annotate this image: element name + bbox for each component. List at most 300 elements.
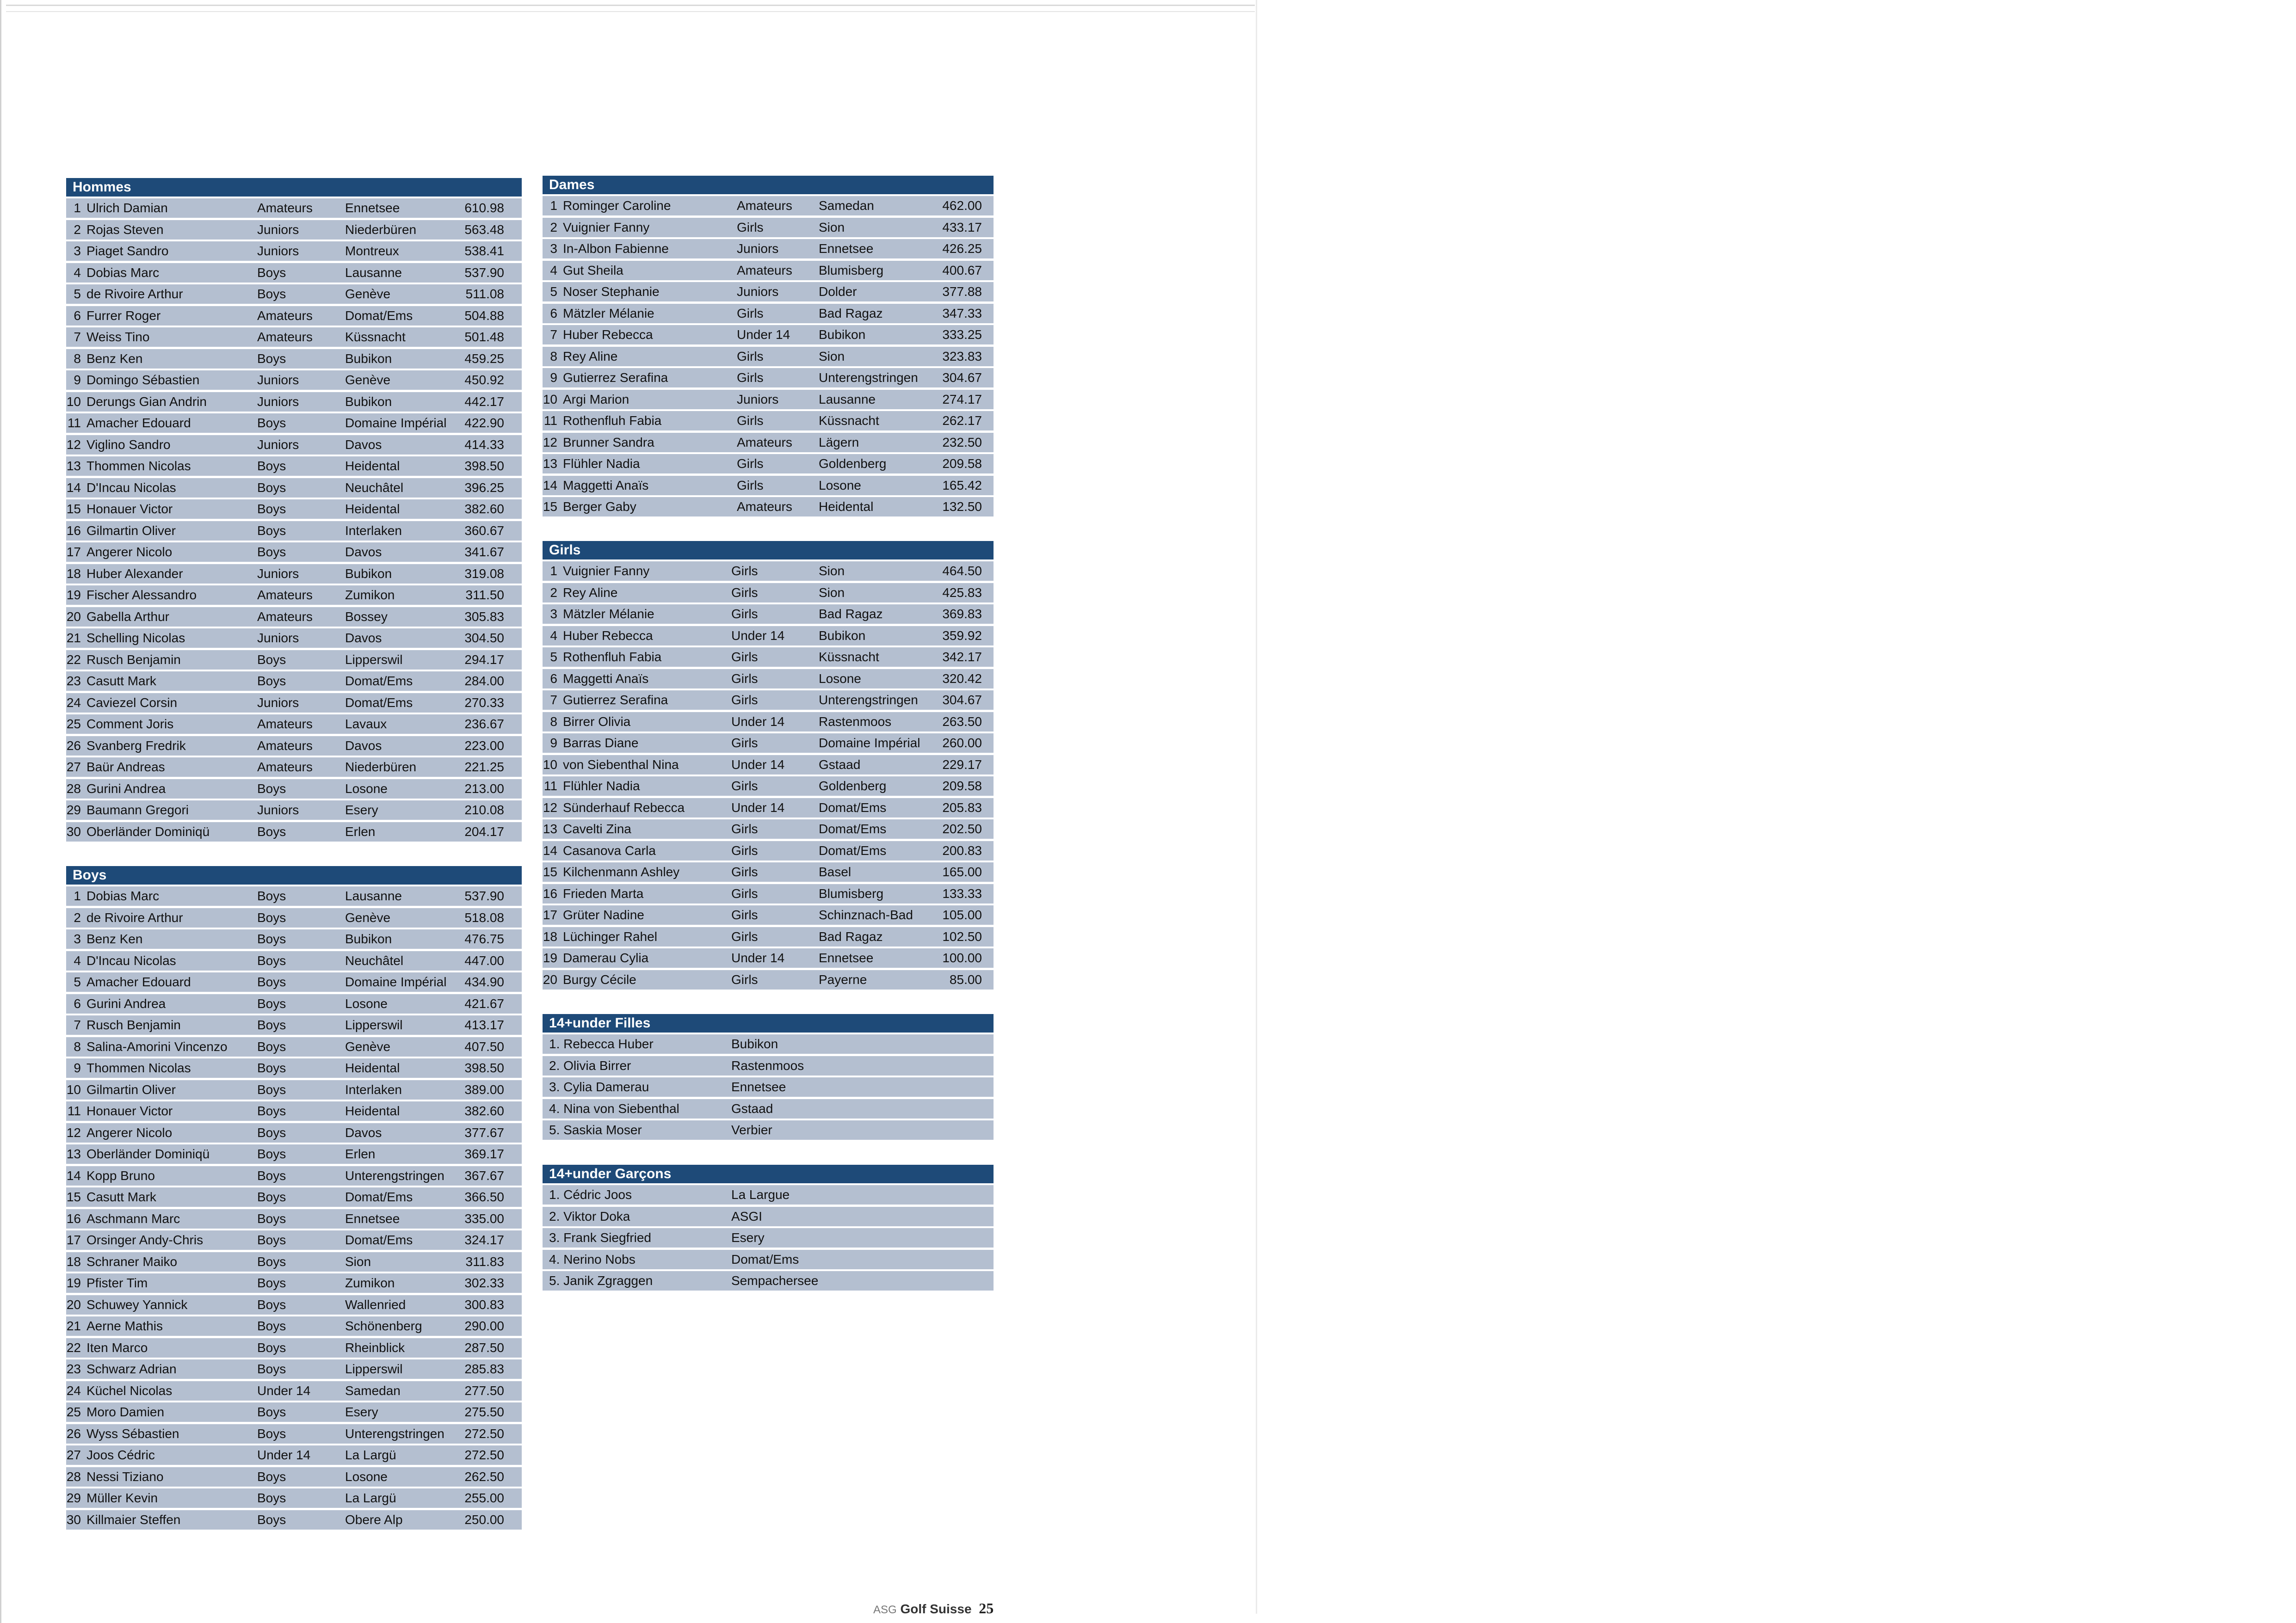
cell-rank: 11 bbox=[543, 413, 557, 428]
cell-pts: 255.00 bbox=[464, 1491, 504, 1505]
cell-cat: Girls bbox=[731, 843, 758, 858]
cell-name: Müller Kevin bbox=[86, 1491, 158, 1505]
cell-name: 3. Cylia Damerau bbox=[549, 1080, 649, 1094]
cell-cat: Boys bbox=[257, 1082, 286, 1097]
cell-pts: 311.50 bbox=[465, 588, 504, 602]
cell-name: Kilchenmann Ashley bbox=[563, 865, 680, 879]
table-row bbox=[543, 626, 994, 646]
cell-name: de Rivoire Arthur bbox=[86, 910, 183, 925]
cell-club: Bubikon bbox=[819, 327, 866, 342]
cell-cat: Juniors bbox=[737, 392, 779, 406]
cell-club: Samedan bbox=[819, 198, 874, 213]
cell-club: Ennetsee bbox=[819, 241, 874, 256]
table-row bbox=[543, 239, 994, 258]
cell-club: Bad Ragaz bbox=[819, 929, 883, 944]
table-row bbox=[66, 1402, 522, 1422]
cell-cat: Amateurs bbox=[257, 201, 313, 215]
cell-rank: 9 bbox=[550, 736, 557, 750]
cell-rank: 3 bbox=[550, 607, 557, 621]
cell-pts: 400.67 bbox=[942, 263, 982, 277]
cell-rank: 5 bbox=[550, 284, 557, 299]
cell-rank: 17 bbox=[66, 1233, 81, 1247]
table-u14-filles bbox=[543, 1014, 994, 1142]
table-title: 14+under Garçons bbox=[543, 1165, 994, 1183]
cell-rank: 12 bbox=[66, 1125, 81, 1140]
cell-rank: 18 bbox=[66, 566, 81, 581]
cell-club: La Largue bbox=[731, 1187, 790, 1202]
cell-cat: Juniors bbox=[257, 222, 299, 237]
cell-cat: Boys bbox=[257, 1190, 286, 1204]
cell-pts: 382.60 bbox=[464, 1104, 504, 1118]
table-title: Boys bbox=[66, 866, 522, 885]
cell-cat: Boys bbox=[257, 1469, 286, 1484]
cell-cat: Boys bbox=[257, 1104, 286, 1118]
table-row bbox=[543, 669, 994, 689]
cell-club: Heidental bbox=[345, 1104, 400, 1118]
cell-cat: Boys bbox=[257, 1039, 286, 1054]
cell-club: Genève bbox=[345, 1039, 391, 1054]
cell-rank: 2 bbox=[74, 222, 81, 237]
cell-club: Domat/Ems bbox=[345, 1233, 413, 1247]
cell-rank: 10 bbox=[66, 1082, 81, 1097]
cell-rank: 12 bbox=[66, 437, 81, 452]
cell-rank: 10 bbox=[543, 757, 557, 772]
cell-cat: Girls bbox=[731, 650, 758, 664]
top-rule bbox=[6, 5, 1255, 6]
cell-rank: 13 bbox=[66, 1147, 81, 1161]
cell-rank: 5 bbox=[550, 650, 557, 664]
cell-cat: Boys bbox=[257, 1491, 286, 1505]
cell-rank: 15 bbox=[66, 1190, 81, 1204]
cell-rank: 27 bbox=[66, 760, 81, 774]
cell-rank: 1 bbox=[550, 198, 557, 213]
cell-cat: Boys bbox=[257, 523, 286, 538]
cell-cat: Boys bbox=[257, 1147, 286, 1161]
cell-rank: 6 bbox=[74, 996, 81, 1011]
cell-club: Esery bbox=[345, 1405, 378, 1419]
cell-pts: 209.58 bbox=[942, 779, 982, 793]
table-u14-garcons bbox=[543, 1165, 994, 1293]
table-row bbox=[543, 647, 994, 667]
cell-rank: 16 bbox=[543, 886, 557, 901]
cell-name: Iten Marco bbox=[86, 1340, 148, 1355]
cell-cat: Boys bbox=[257, 1319, 286, 1333]
cell-name: 1. Cédric Joos bbox=[549, 1187, 632, 1202]
cell-pts: 285.83 bbox=[464, 1362, 504, 1376]
cell-name: Küchel Nicolas bbox=[86, 1383, 173, 1398]
cell-name: D'Incau Nicolas bbox=[86, 953, 176, 968]
table-row bbox=[66, 1209, 522, 1229]
cell-name: Huber Rebecca bbox=[563, 327, 653, 342]
cell-rank: 14 bbox=[66, 1168, 81, 1183]
cell-name: Berger Gaby bbox=[563, 499, 636, 514]
table-row bbox=[543, 712, 994, 732]
cell-pts: 359.92 bbox=[942, 628, 982, 643]
cell-club: Goldenberg bbox=[819, 779, 887, 793]
cell-cat: Juniors bbox=[257, 695, 299, 710]
cell-name: Noser Stephanie bbox=[563, 284, 660, 299]
table-row bbox=[66, 1123, 522, 1143]
cell-name: Killmaier Steffen bbox=[86, 1512, 181, 1527]
cell-cat: Boys bbox=[257, 416, 286, 430]
table-row bbox=[543, 776, 994, 796]
table-row bbox=[66, 1015, 522, 1035]
footer-brand: ASG bbox=[873, 1604, 897, 1616]
cell-club: Schinznach-Bad bbox=[819, 908, 913, 922]
cell-club: Domaine Impérial bbox=[345, 416, 447, 430]
table-hommes bbox=[66, 178, 522, 843]
cell-cat: Girls bbox=[737, 413, 764, 428]
table-row bbox=[66, 220, 522, 240]
cell-name: Sünderhauf Rebecca bbox=[563, 800, 685, 815]
table-row bbox=[66, 757, 522, 777]
cell-name: Joos Cédric bbox=[86, 1448, 155, 1462]
table-row bbox=[543, 604, 994, 624]
table-row bbox=[543, 755, 994, 775]
cell-rank: 6 bbox=[74, 308, 81, 323]
cell-club: Lausanne bbox=[345, 889, 402, 903]
cell-pts: 433.17 bbox=[942, 220, 982, 234]
cell-rank: 1 bbox=[550, 564, 557, 578]
cell-pts: 85.00 bbox=[949, 972, 982, 987]
cell-rank: 11 bbox=[67, 1104, 81, 1118]
table-row bbox=[543, 196, 994, 215]
table-row bbox=[66, 499, 522, 519]
cell-rank: 8 bbox=[74, 1039, 81, 1054]
cell-rank: 21 bbox=[66, 1319, 81, 1333]
cell-cat: Under 14 bbox=[257, 1383, 311, 1398]
cell-cat: Boys bbox=[257, 910, 286, 925]
cell-rank: 3 bbox=[74, 244, 81, 258]
cell-rank: 21 bbox=[66, 631, 81, 645]
table-row bbox=[66, 564, 522, 584]
cell-rank: 8 bbox=[74, 351, 81, 366]
table-row bbox=[66, 284, 522, 304]
cell-cat: Boys bbox=[257, 545, 286, 559]
cell-pts: 263.50 bbox=[942, 714, 982, 729]
cell-cat: Under 14 bbox=[731, 800, 785, 815]
cell-cat: Boys bbox=[257, 953, 286, 968]
table-row bbox=[66, 714, 522, 734]
table-row bbox=[543, 390, 994, 409]
cell-pts: 501.48 bbox=[464, 330, 504, 344]
cell-cat: Girls bbox=[731, 972, 758, 987]
cell-pts: 302.33 bbox=[464, 1276, 504, 1290]
cell-pts: 464.50 bbox=[942, 564, 982, 578]
cell-name: 4. Nina von Siebenthal bbox=[549, 1101, 679, 1116]
table-row bbox=[543, 884, 994, 904]
cell-rank: 2 bbox=[74, 910, 81, 925]
cell-club: Neuchâtel bbox=[345, 480, 404, 495]
cell-name: Gut Sheila bbox=[563, 263, 623, 277]
cell-club: Bubikon bbox=[819, 628, 866, 643]
cell-rank: 17 bbox=[66, 545, 81, 559]
cell-club: Unterengstringen bbox=[819, 693, 918, 707]
cell-club: Bubikon bbox=[731, 1037, 778, 1051]
cell-cat: Girls bbox=[731, 886, 758, 901]
cell-name: Dobias Marc bbox=[86, 889, 160, 903]
cell-cat: Boys bbox=[257, 1276, 286, 1290]
cell-rank: 30 bbox=[66, 1512, 81, 1527]
cell-club: Schönenberg bbox=[345, 1319, 422, 1333]
cell-name: Mätzler Mélanie bbox=[563, 607, 654, 621]
cell-name: Angerer Nicolo bbox=[86, 1125, 173, 1140]
cell-pts: 229.17 bbox=[942, 757, 982, 772]
cell-rank: 4 bbox=[550, 628, 557, 643]
cell-name: Comment Joris bbox=[86, 717, 174, 731]
cell-cat: Boys bbox=[257, 975, 286, 989]
cell-name: Damerau Cylia bbox=[563, 951, 649, 965]
cell-name: Schuwey Yannick bbox=[86, 1297, 188, 1312]
cell-pts: 165.00 bbox=[942, 865, 982, 879]
cell-cat: Boys bbox=[257, 996, 286, 1011]
cell-cat: Amateurs bbox=[737, 263, 792, 277]
table-row bbox=[543, 1099, 994, 1119]
table-row bbox=[66, 327, 522, 347]
cell-cat: Juniors bbox=[257, 244, 299, 258]
cell-club: Domat/Ems bbox=[731, 1252, 799, 1266]
cell-rank: 3 bbox=[74, 932, 81, 946]
cell-cat: Under 14 bbox=[731, 714, 785, 729]
cell-cat: Juniors bbox=[257, 566, 299, 581]
cell-club: Bad Ragaz bbox=[819, 607, 883, 621]
cell-club: Sion bbox=[819, 564, 845, 578]
table-row bbox=[543, 1077, 994, 1097]
cell-name: Huber Rebecca bbox=[563, 628, 653, 643]
table-row bbox=[66, 929, 522, 949]
cell-name: Fischer Alessandro bbox=[86, 588, 197, 602]
table-row bbox=[66, 478, 522, 498]
table-row bbox=[66, 886, 522, 906]
cell-name: Nessi Tiziano bbox=[86, 1469, 164, 1484]
cell-cat: Boys bbox=[257, 1168, 286, 1183]
cell-club: Domaine Impérial bbox=[819, 736, 920, 750]
cell-name: Brunner Sandra bbox=[563, 435, 654, 449]
cell-cat: Juniors bbox=[257, 437, 299, 452]
cell-rank: 9 bbox=[74, 373, 81, 387]
cell-name: 2. Viktor Doka bbox=[549, 1209, 630, 1223]
cell-name: Birrer Olivia bbox=[563, 714, 631, 729]
cell-pts: 398.50 bbox=[464, 1061, 504, 1075]
cell-cat: Juniors bbox=[257, 394, 299, 409]
cell-club: Heidental bbox=[345, 459, 400, 473]
cell-pts: 414.33 bbox=[464, 437, 504, 452]
cell-rank: 18 bbox=[543, 929, 557, 944]
table-title: 14+under Filles bbox=[543, 1014, 994, 1033]
cell-name: Rojas Steven bbox=[86, 222, 164, 237]
table-row bbox=[66, 1144, 522, 1164]
cell-cat: Amateurs bbox=[257, 760, 313, 774]
cell-pts: 462.00 bbox=[942, 198, 982, 213]
cell-rank: 20 bbox=[66, 1297, 81, 1312]
cell-rank: 12 bbox=[543, 435, 557, 449]
cell-club: Basel bbox=[819, 865, 852, 879]
cell-pts: 323.83 bbox=[942, 349, 982, 363]
cell-pts: 422.90 bbox=[464, 416, 504, 430]
table-row bbox=[543, 325, 994, 344]
cell-pts: 204.17 bbox=[464, 824, 504, 839]
cell-rank: 16 bbox=[66, 523, 81, 538]
cell-rank: 7 bbox=[550, 327, 557, 342]
cell-pts: 100.00 bbox=[942, 951, 982, 965]
cell-pts: 511.08 bbox=[465, 287, 504, 301]
table-row bbox=[543, 561, 994, 581]
cell-pts: 377.88 bbox=[942, 284, 982, 299]
table-row bbox=[543, 927, 994, 947]
cell-pts: 537.90 bbox=[464, 889, 504, 903]
cell-cat: Girls bbox=[731, 736, 758, 750]
cell-name: Furrer Roger bbox=[86, 308, 161, 323]
cell-name: Maggetti Anaïs bbox=[563, 478, 649, 492]
cell-rank: 14 bbox=[66, 480, 81, 495]
cell-club: Lipperswil bbox=[345, 1362, 403, 1376]
cell-pts: 476.75 bbox=[464, 932, 504, 946]
cell-name: Pfister Tim bbox=[86, 1276, 148, 1290]
cell-club: Rheinblick bbox=[345, 1340, 405, 1355]
cell-club: Rastenmoos bbox=[731, 1058, 804, 1073]
cell-club: Losone bbox=[345, 996, 388, 1011]
cell-pts: 213.00 bbox=[464, 781, 504, 796]
table-row bbox=[543, 819, 994, 839]
footer-publication: Golf Suisse bbox=[900, 1602, 972, 1616]
cell-club: Unterengstringen bbox=[819, 370, 918, 385]
cell-name: Gutierrez Serafina bbox=[563, 693, 668, 707]
cell-rank: 8 bbox=[550, 349, 557, 363]
cell-club: Bossey bbox=[345, 609, 388, 624]
cell-pts: 421.67 bbox=[464, 996, 504, 1011]
table-row bbox=[66, 671, 522, 691]
cell-pts: 272.50 bbox=[464, 1426, 504, 1441]
cell-name: Piaget Sandro bbox=[86, 244, 169, 258]
cell-pts: 538.41 bbox=[464, 244, 504, 258]
cell-pts: 333.25 bbox=[942, 327, 982, 342]
cell-cat: Girls bbox=[731, 564, 758, 578]
cell-cat: Girls bbox=[731, 693, 758, 707]
table-row bbox=[543, 261, 994, 280]
table-row bbox=[543, 282, 994, 301]
cell-rank: 19 bbox=[66, 1276, 81, 1290]
cell-cat: Juniors bbox=[257, 631, 299, 645]
cell-rank: 11 bbox=[67, 416, 81, 430]
cell-rank: 2 bbox=[550, 220, 557, 234]
cell-name: 5. Saskia Moser bbox=[549, 1123, 642, 1137]
cell-name: D'Incau Nicolas bbox=[86, 480, 176, 495]
cell-club: Domat/Ems bbox=[819, 843, 887, 858]
cell-pts: 311.83 bbox=[465, 1254, 504, 1269]
cell-pts: 382.60 bbox=[464, 502, 504, 516]
cell-name: Cavelti Zina bbox=[563, 822, 631, 836]
cell-club: Davos bbox=[345, 1125, 382, 1140]
cell-cat: Girls bbox=[737, 478, 764, 492]
cell-cat: Under 14 bbox=[257, 1448, 311, 1462]
cell-cat: Girls bbox=[737, 306, 764, 320]
cell-pts: 272.50 bbox=[464, 1448, 504, 1462]
cell-cat: Boys bbox=[257, 1061, 286, 1075]
cell-pts: 236.67 bbox=[464, 717, 504, 731]
cell-name: Rey Aline bbox=[563, 585, 618, 600]
cell-pts: 459.25 bbox=[464, 351, 504, 366]
cell-rank: 28 bbox=[66, 781, 81, 796]
cell-rank: 3 bbox=[550, 241, 557, 256]
cell-club: Zumikon bbox=[345, 1276, 395, 1290]
cell-rank: 30 bbox=[66, 824, 81, 839]
cell-name: Moro Damien bbox=[86, 1405, 165, 1419]
table-row bbox=[66, 349, 522, 369]
cell-cat: Boys bbox=[257, 889, 286, 903]
cell-pts: 320.42 bbox=[942, 671, 982, 686]
cell-pts: 610.98 bbox=[464, 201, 504, 215]
cell-club: Davos bbox=[345, 631, 382, 645]
cell-rank: 24 bbox=[66, 695, 81, 710]
table-row bbox=[543, 1056, 994, 1076]
cell-name: Benz Ken bbox=[86, 351, 143, 366]
cell-cat: Boys bbox=[257, 1512, 286, 1527]
cell-name: Aerne Mathis bbox=[86, 1319, 163, 1333]
cell-name: 3. Frank Siegfried bbox=[549, 1230, 651, 1245]
cell-club: Lausanne bbox=[819, 392, 876, 406]
cell-name: Derungs Gian Andrin bbox=[86, 394, 207, 409]
cell-rank: 4 bbox=[550, 263, 557, 277]
cell-name: Orsinger Andy-Chris bbox=[86, 1233, 204, 1247]
table-row bbox=[66, 1488, 522, 1508]
cell-club: Sion bbox=[819, 220, 845, 234]
cell-name: Baumann Gregori bbox=[86, 803, 189, 817]
cell-club: Verbier bbox=[731, 1123, 772, 1137]
cell-name: Dobias Marc bbox=[86, 265, 160, 280]
table-row bbox=[543, 841, 994, 861]
table-row bbox=[66, 542, 522, 562]
cell-cat: Boys bbox=[257, 1297, 286, 1312]
cell-club: Erlen bbox=[345, 824, 376, 839]
cell-pts: 262.17 bbox=[942, 413, 982, 428]
cell-cat: Girls bbox=[737, 349, 764, 363]
cell-cat: Amateurs bbox=[257, 308, 313, 323]
cell-pts: 132.50 bbox=[942, 499, 982, 514]
cell-club: La Largü bbox=[345, 1491, 396, 1505]
cell-pts: 324.17 bbox=[464, 1233, 504, 1247]
cell-cat: Boys bbox=[257, 459, 286, 473]
cell-rank: 15 bbox=[543, 499, 557, 514]
cell-club: Niederbüren bbox=[345, 222, 417, 237]
cell-name: Gilmartin Oliver bbox=[86, 1082, 176, 1097]
cell-club: Rastenmoos bbox=[819, 714, 892, 729]
cell-pts: 165.42 bbox=[942, 478, 982, 492]
cell-club: Domat/Ems bbox=[345, 695, 413, 710]
cell-name: Oberländer Dominiqü bbox=[86, 824, 210, 839]
cell-club: Neuchâtel bbox=[345, 953, 404, 968]
table-row bbox=[66, 456, 522, 476]
cell-club: Samedan bbox=[345, 1383, 401, 1398]
table-row bbox=[66, 241, 522, 261]
table-row bbox=[66, 779, 522, 799]
cell-rank: 8 bbox=[550, 714, 557, 729]
cell-rank: 7 bbox=[74, 330, 81, 344]
cell-rank: 29 bbox=[66, 803, 81, 817]
table-row bbox=[66, 693, 522, 713]
table-row bbox=[543, 304, 994, 323]
cell-club: Unterengstringen bbox=[345, 1168, 444, 1183]
cell-pts: 300.83 bbox=[464, 1297, 504, 1312]
cell-cat: Under 14 bbox=[731, 951, 785, 965]
cell-name: Thommen Nicolas bbox=[86, 459, 191, 473]
table-row bbox=[543, 1250, 994, 1269]
cell-name: Schelling Nicolas bbox=[86, 631, 185, 645]
table-row bbox=[66, 607, 522, 627]
cell-club: Davos bbox=[345, 545, 382, 559]
cell-name: Flühler Nadia bbox=[563, 779, 640, 793]
cell-pts: 223.00 bbox=[464, 738, 504, 753]
cell-name: Viglino Sandro bbox=[86, 437, 171, 452]
